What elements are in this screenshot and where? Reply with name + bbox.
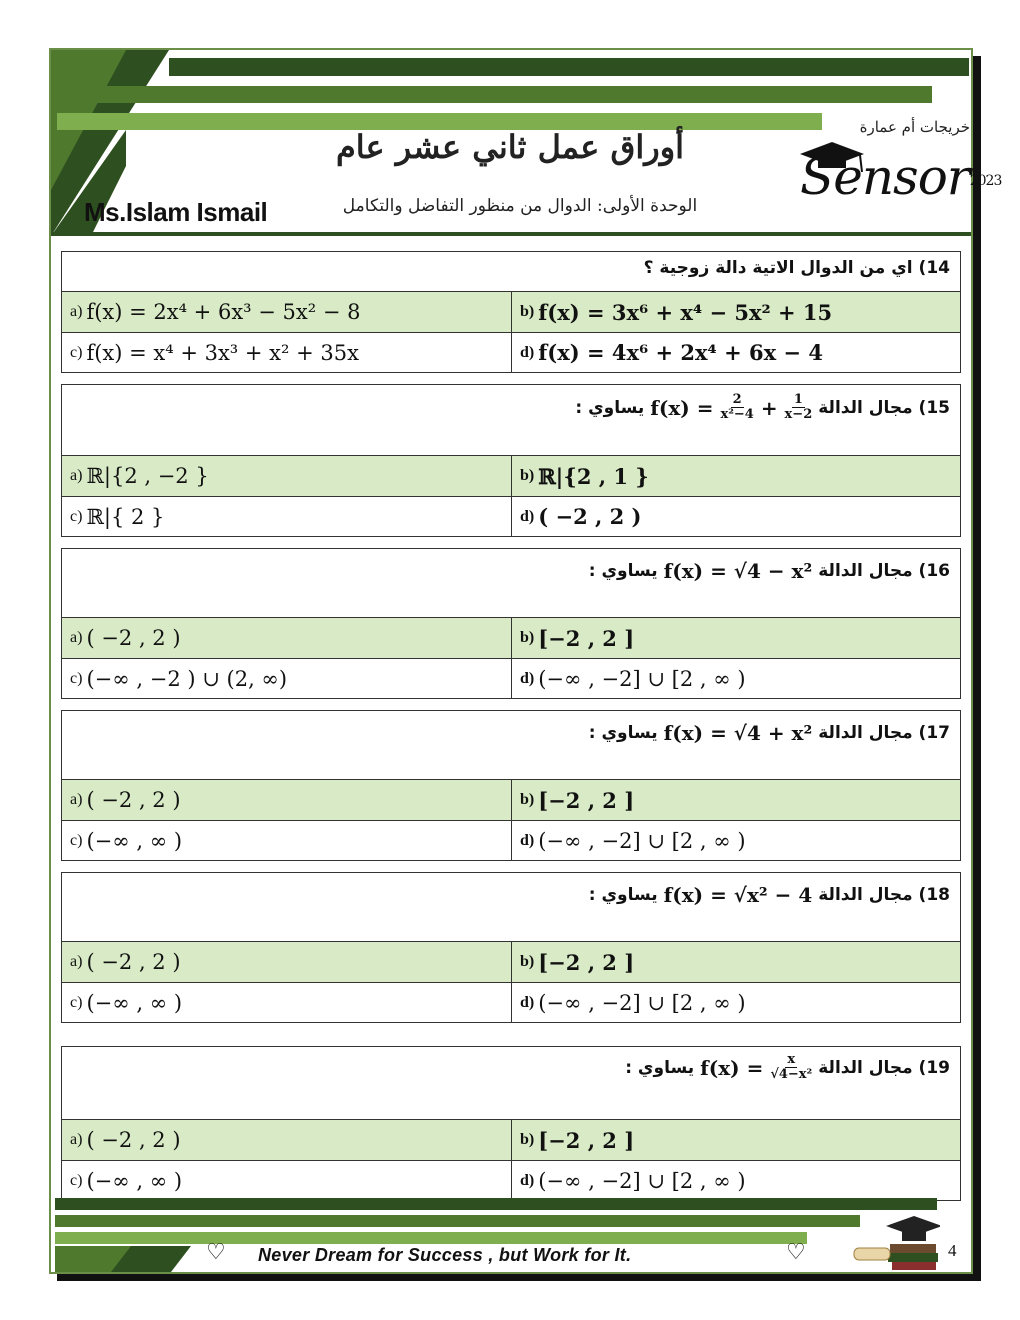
question-prompt: 14) اي من الدوال الاتية دالة زوجية ؟ xyxy=(643,258,950,278)
option-b[interactable] xyxy=(511,456,960,496)
option-c[interactable] xyxy=(62,983,511,1022)
option-label: c) xyxy=(70,993,83,1011)
question-prompt-row xyxy=(62,549,960,618)
question-formula: f(x) = √4 + x² xyxy=(663,721,813,745)
options-row xyxy=(62,982,960,1022)
option-label: c) xyxy=(70,831,83,849)
option-c[interactable] xyxy=(62,1161,511,1200)
footer-motto: Never Dream for Success , but Work for It. xyxy=(258,1245,632,1265)
option-b[interactable] xyxy=(511,1120,960,1160)
brand-name: Sensor2023 xyxy=(800,148,1002,206)
option-text: (−∞ , −2] ∪ [2 , ∞ ) xyxy=(538,666,746,691)
options-row xyxy=(62,658,960,698)
page-number: 4 xyxy=(948,1241,957,1260)
option-text: f(x) = 2x⁴ + 6x³ − 5x² − 8 xyxy=(86,300,361,324)
heart-icon: ♡ xyxy=(786,1240,806,1265)
option-label: d) xyxy=(520,1171,535,1189)
option-text: (−∞ , −2] ∪ [2 , ∞ ) xyxy=(538,828,746,853)
options-row xyxy=(62,292,960,332)
option-label: b) xyxy=(520,1131,535,1148)
options-row xyxy=(62,496,960,536)
option-label: a) xyxy=(70,467,83,484)
options-row xyxy=(62,618,960,658)
option-text: ℝ|{2 , −2 } xyxy=(86,464,209,488)
option-label: b) xyxy=(520,467,535,484)
question-15 xyxy=(61,384,961,537)
page-shadow-bottom xyxy=(57,1274,981,1281)
option-label: d) xyxy=(520,669,535,687)
question-19 xyxy=(61,1046,961,1201)
question-prompt: 19) مجال الدالة f(x) = $\frac{x}{\text{√4−x²}}$ يساوي : xyxy=(625,1052,950,1083)
option-label: a) xyxy=(70,1131,83,1148)
question-prompt-row xyxy=(62,1047,960,1120)
heart-icon: ♡ xyxy=(206,1240,226,1265)
unit-subtitle: الوحدة الأولى: الدوال من منظور التفاضل والتكامل xyxy=(342,196,698,216)
option-c[interactable] xyxy=(62,333,511,372)
option-c[interactable] xyxy=(62,821,511,860)
option-text: f(x) = 3x⁶ + x⁴ − 5x² + 15 xyxy=(538,299,833,325)
option-label: c) xyxy=(70,507,83,525)
teacher-name: Ms.Islam Ismail xyxy=(84,197,268,227)
option-a[interactable] xyxy=(62,456,511,496)
option-d[interactable] xyxy=(511,497,960,536)
option-d[interactable] xyxy=(511,821,960,860)
option-text: (−∞ , ∞ ) xyxy=(86,828,183,853)
option-label: a) xyxy=(70,303,83,320)
graduation-books-icon xyxy=(850,1214,940,1272)
option-text: [−2 , 2 ] xyxy=(538,625,635,651)
options-row xyxy=(62,456,960,496)
question-prompt-row xyxy=(62,711,960,780)
option-b[interactable] xyxy=(511,292,960,332)
option-c[interactable] xyxy=(62,659,511,698)
option-text: ( −2 , 2 ) xyxy=(538,504,642,529)
option-text: (−∞ , −2 ) ∪ (2, ∞) xyxy=(86,666,288,691)
option-a[interactable] xyxy=(62,292,511,332)
question-16 xyxy=(61,548,961,699)
question-prompt: 15) مجال الدالة f(x) = $\frac{2}{\text{x²−4}}$ + $\frac{1}{x-2}$ يساوي : xyxy=(575,392,950,423)
brand-caption: خريجات أم عمارة xyxy=(859,118,970,136)
option-text: (−∞ , −2] ∪ [2 , ∞ ) xyxy=(538,1168,746,1193)
option-text: ( −2 , 2 ) xyxy=(86,1128,181,1152)
footer-stripe-2 xyxy=(55,1215,860,1227)
option-text: (−∞ , −2] ∪ [2 , ∞ ) xyxy=(538,990,746,1015)
option-a[interactable] xyxy=(62,1120,511,1160)
option-text: [−2 , 2 ] xyxy=(538,1127,635,1153)
question-prompt: 17) مجال الدالة f(x) = √4 + x² يساوي : xyxy=(588,721,950,745)
fraction-2: $\frac{1}{x-2}$ xyxy=(784,392,813,423)
option-label: b) xyxy=(520,791,535,808)
option-text: ℝ|{ 2 } xyxy=(86,504,165,529)
option-label: d) xyxy=(520,507,535,525)
question-prompt-row xyxy=(62,385,960,456)
option-d[interactable] xyxy=(511,983,960,1022)
option-label: c) xyxy=(70,343,83,361)
header-rule xyxy=(51,232,971,236)
option-label: a) xyxy=(70,791,83,808)
option-a[interactable] xyxy=(62,618,511,658)
option-d[interactable] xyxy=(511,333,960,372)
question-formula: f(x) = $\frac{2}{\text{x²−4}}$ + $\frac{1}{x-2}$ xyxy=(650,392,813,423)
option-label: d) xyxy=(520,831,535,849)
question-prompt-row xyxy=(62,252,960,292)
footer-stripe-3 xyxy=(55,1232,807,1244)
question-formula: f(x) = $\frac{x}{\text{√4−x²}}$ xyxy=(700,1052,813,1083)
question-17 xyxy=(61,710,961,861)
option-b[interactable] xyxy=(511,618,960,658)
header-stripe-1 xyxy=(169,58,969,76)
options-row xyxy=(62,332,960,372)
options-row xyxy=(62,820,960,860)
option-label: b) xyxy=(520,629,535,646)
question-prompt: 16) مجال الدالة f(x) = √4 − x² يساوي : xyxy=(588,559,950,583)
option-text: f(x) = 4x⁶ + 2x⁴ + 6x − 4 xyxy=(538,340,823,365)
option-text: f(x) = x⁴ + 3x³ + x² + 35x xyxy=(86,340,359,365)
option-b[interactable] xyxy=(511,942,960,982)
option-label: d) xyxy=(520,343,535,361)
question-18 xyxy=(61,872,961,1023)
option-text: (−∞ , ∞ ) xyxy=(86,990,183,1015)
option-text: (−∞ , ∞ ) xyxy=(86,1168,183,1193)
option-text: ℝ|{2 , 1 } xyxy=(538,463,649,489)
option-label: a) xyxy=(70,953,83,970)
brand-year: 2023 xyxy=(969,173,1002,189)
option-label: d) xyxy=(520,993,535,1011)
option-a[interactable] xyxy=(62,780,511,820)
page-shadow-right xyxy=(973,56,981,1280)
options-row xyxy=(62,1120,960,1160)
worksheet-title: أوراق عمل ثاني عشر عام xyxy=(335,128,685,166)
option-a[interactable] xyxy=(62,942,511,982)
header-stripe-2 xyxy=(57,86,932,103)
question-formula: f(x) = √4 − x² xyxy=(663,559,813,583)
option-text: ( −2 , 2 ) xyxy=(86,626,181,650)
option-b[interactable] xyxy=(511,780,960,820)
question-prompt: 18) مجال الدالة f(x) = √x² − 4 يساوي : xyxy=(588,883,950,907)
option-label: b) xyxy=(520,303,535,320)
option-c[interactable] xyxy=(62,497,511,536)
option-text: [−2 , 2 ] xyxy=(538,949,635,975)
question-prompt-row xyxy=(62,873,960,942)
options-row xyxy=(62,1160,960,1200)
options-row xyxy=(62,780,960,820)
question-14 xyxy=(61,251,961,373)
options-row xyxy=(62,942,960,982)
option-label: c) xyxy=(70,669,83,687)
option-text: ( −2 , 2 ) xyxy=(86,788,181,812)
option-text: ( −2 , 2 ) xyxy=(86,950,181,974)
option-text: [−2 , 2 ] xyxy=(538,787,635,813)
question-formula: f(x) = √x² − 4 xyxy=(663,883,813,907)
fraction-1: $\frac{2}{\text{x²−4}}$ xyxy=(720,392,754,423)
option-label: c) xyxy=(70,1171,83,1189)
option-label: a) xyxy=(70,629,83,646)
option-d[interactable] xyxy=(511,1161,960,1200)
fraction: $\frac{x}{\text{√4−x²}}$ xyxy=(770,1052,813,1083)
option-label: b) xyxy=(520,953,535,970)
option-d[interactable] xyxy=(511,659,960,698)
footer-stripe-1 xyxy=(55,1198,937,1210)
